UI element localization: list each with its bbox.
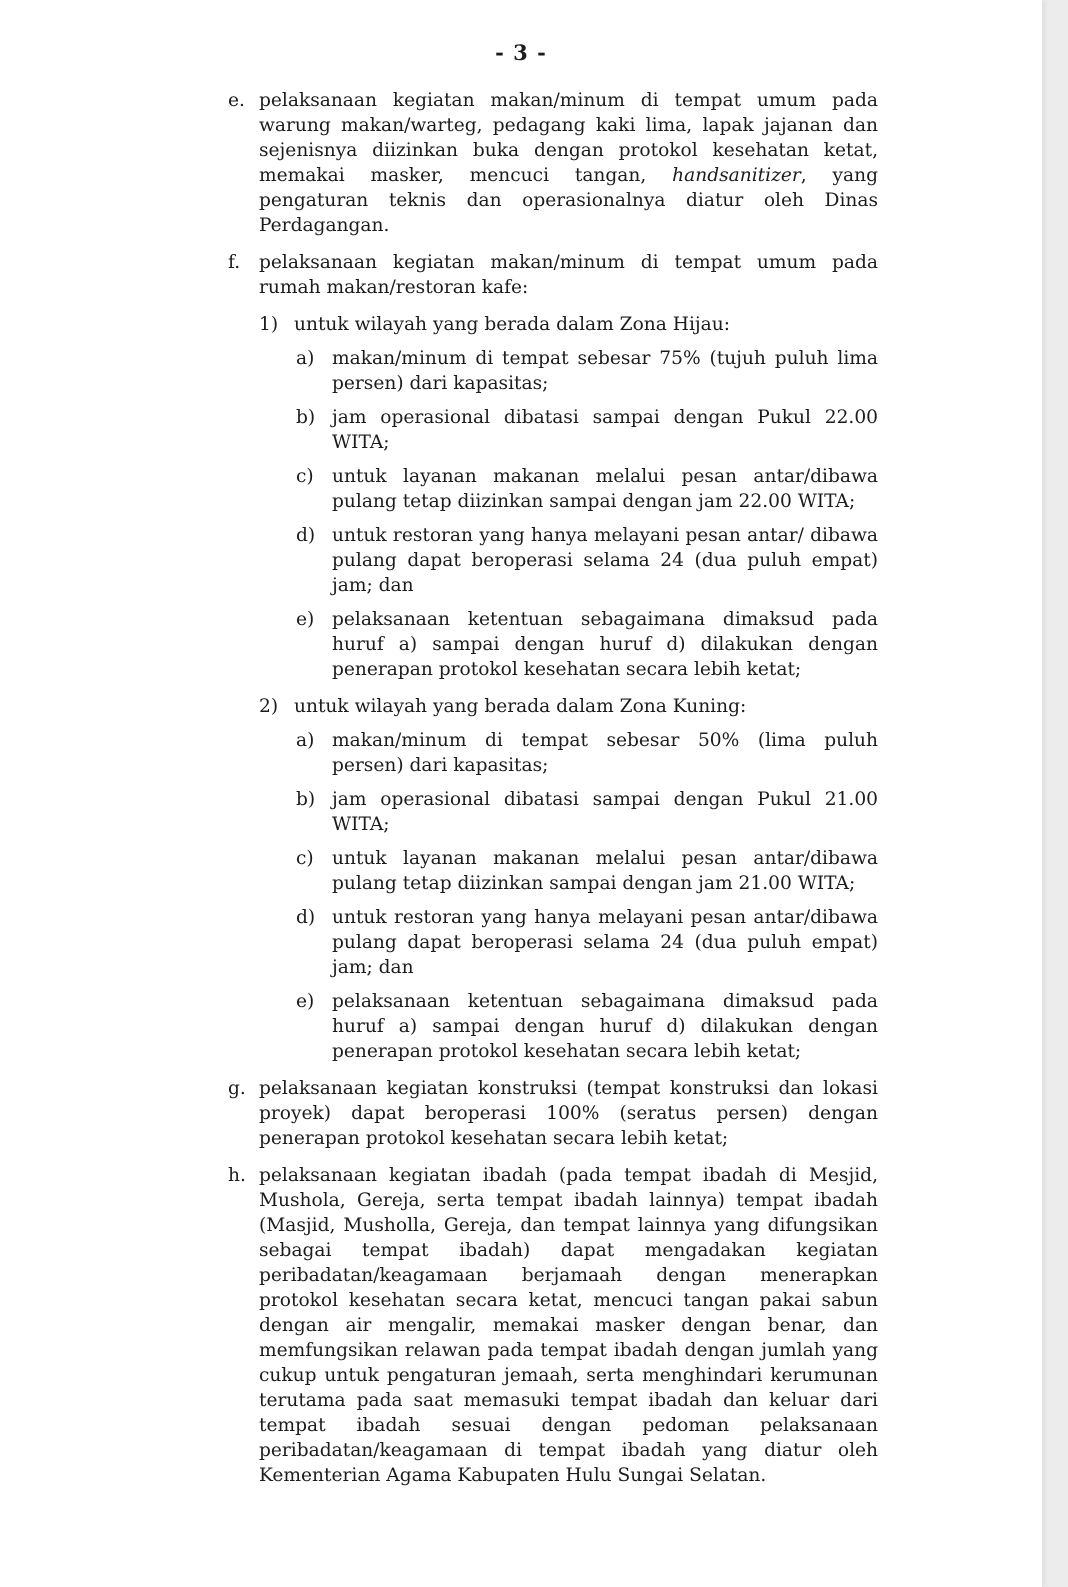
list-item-text: untuk restoran yang hanya melayani pesan antar/dibawa pulang dapat beroperasi selama 24 (dua puluh empat) jam; dan <box>332 907 878 978</box>
zone-kuning-item-e <box>296 989 878 1064</box>
section-e-text-after: , yang pengaturan teknis dan operasionalnya diatur oleh Dinas Perdagangan. <box>259 165 879 236</box>
list-item-marker: c) <box>296 848 314 869</box>
list-item-marker: b) <box>296 789 316 810</box>
section-f <box>228 250 878 300</box>
section-h-marker: h. <box>228 1165 246 1186</box>
list-item-marker: c) <box>296 466 314 487</box>
zone-kuning-item-b <box>296 787 878 837</box>
zone-kuning-item-d <box>296 905 878 980</box>
section-e-marker: e. <box>228 90 245 111</box>
section-e-text-italic: handsanitizer <box>672 165 801 186</box>
list-item-text: makan/minum di tempat sebesar 75% (tujuh puluh lima persen) dari kapasitas; <box>332 348 878 394</box>
list-item-text: untuk layanan makanan melalui pesan antar/dibawa pulang tetap diizinkan sampai dengan jam 22.00 WITA; <box>332 466 878 512</box>
list-item-text: pelaksanaan ketentuan sebagaimana dimaksud pada huruf a) sampai dengan huruf d) dilakukan dengan penerapan protokol kesehatan secara lebih ketat; <box>332 609 878 680</box>
section-g <box>228 1076 878 1151</box>
list-item-text: untuk restoran yang hanya melayani pesan antar/ dibawa pulang dapat beroperasi selama 24 (dua puluh empat) jam; dan <box>332 525 878 596</box>
section-g-marker: g. <box>228 1078 246 1099</box>
zone-hijau-item-e <box>296 607 878 682</box>
zone-kuning-marker: 2) <box>259 696 279 717</box>
zone-hijau-item-c <box>296 464 878 514</box>
list-item-marker: a) <box>296 730 315 751</box>
list-item-text: jam operasional dibatasi sampai dengan Pukul 21.00 WITA; <box>332 789 878 835</box>
zone-hijau-marker: 1) <box>259 314 279 335</box>
zone-hijau-item-d <box>296 523 878 598</box>
zone-hijau <box>259 312 878 337</box>
section-f-text: pelaksanaan kegiatan makan/minum di tempat umum pada rumah makan/restoran kafe: <box>259 252 878 298</box>
section-g-text: pelaksanaan kegiatan konstruksi (tempat konstruksi dan lokasi proyek) dapat beroperasi 100% (seratus persen) dengan penerapan protokol kesehatan secara lebih ketat; <box>259 1078 878 1149</box>
list-item-marker: e) <box>296 991 315 1012</box>
list-item-marker: d) <box>296 525 316 546</box>
zone-hijau-item-b <box>296 405 878 455</box>
zone-kuning-text: untuk wilayah yang berada dalam Zona Kuning: <box>294 696 747 717</box>
section-e-text-before: pelaksanaan kegiatan makan/minum di tempat umum pada warung makan/warteg, pedagang kaki lima, lapak jajanan dan sejenisnya diizinkan buka dengan protokol kesehatan ketat, memakai masker, mencuci tangan, <box>259 90 878 186</box>
zone-kuning-item-a <box>296 728 878 778</box>
zone-hijau-text: untuk wilayah yang berada dalam Zona Hijau: <box>294 314 730 335</box>
list-item-text: pelaksanaan ketentuan sebagaimana dimaksud pada huruf a) sampai dengan huruf d) dilakukan dengan penerapan protokol kesehatan secara lebih ketat; <box>332 991 878 1062</box>
zone-hijau-item-a <box>296 346 878 396</box>
section-h <box>228 1163 878 1488</box>
list-item-marker: a) <box>296 348 315 369</box>
section-e <box>228 88 878 238</box>
list-item-text: jam operasional dibatasi sampai dengan Pukul 22.00 WITA; <box>332 407 878 453</box>
list-item-marker: b) <box>296 407 316 428</box>
section-f-marker: f. <box>228 252 241 273</box>
section-h-text: pelaksanaan kegiatan ibadah (pada tempat ibadah di Mesjid, Mushola, Gereja, serta tempat ibadah lainnya) tempat ibadah (Masjid, Musholla, Gereja, dan tempat lainnya yang difungsikan sebagai tempat ibadah) dapat mengadakan kegiatan peribadatan/keagamaan berjamaah dengan menerapkan protokol kesehatan secara ketat, mencuci tangan pakai sabun dengan air mengalir, memakai masker dengan benar, dan memfungsikan relawan pada tempat ibadah dengan jumlah yang cukup untuk pengaturan jemaah, serta menghindari kerumunan terutama pada saat memasuki tempat ibadah dan keluar dari tempat ibadah sesuai dengan pedoman pelaksanaan peribadatan/keagamaan di tempat ibadah yang diatur oleh Kementerian Agama Kabupaten Hulu Sungai Selatan. <box>259 1165 878 1486</box>
page-number: - 3 - <box>495 40 547 65</box>
zone-kuning <box>259 694 878 719</box>
document-body <box>0 88 1042 1488</box>
list-item-text: makan/minum di tempat sebesar 50% (lima puluh persen) dari kapasitas; <box>332 730 878 776</box>
list-item-marker: d) <box>296 907 316 928</box>
list-item-text: untuk layanan makanan melalui pesan antar/dibawa pulang tetap diizinkan sampai dengan jam 21.00 WITA; <box>332 848 878 894</box>
list-item-marker: e) <box>296 609 315 630</box>
zone-kuning-item-c <box>296 846 878 896</box>
section-e-text <box>259 88 878 238</box>
